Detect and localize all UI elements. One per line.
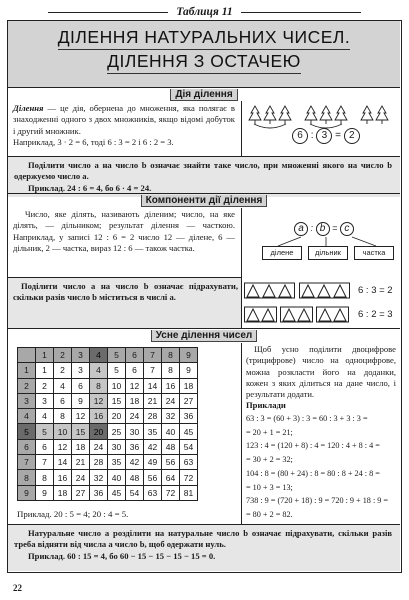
- table-row: [18, 439, 198, 454]
- row-header-cell: 9: [18, 485, 36, 500]
- rule-division-example: Приклад. 24 : 6 = 4, бо 6 · 4 = 24.: [28, 182, 152, 193]
- table-cell: 54: [180, 439, 198, 454]
- table-cell: 8: [90, 378, 108, 393]
- table-cell: 56: [144, 470, 162, 485]
- row-header-cell: 7: [18, 455, 36, 470]
- table-cell: 6: [126, 363, 144, 378]
- table-cell: 9: [36, 485, 54, 500]
- table-cell: 36: [126, 439, 144, 454]
- oral-example-line: = 80 + 2 = 82.: [246, 509, 293, 519]
- table-cell: 4: [90, 363, 108, 378]
- table-cell: 12: [126, 378, 144, 393]
- divider: [241, 101, 242, 156]
- table-cell: 24: [126, 409, 144, 424]
- table-cell: 35: [144, 424, 162, 439]
- table-cell: 15: [108, 393, 126, 408]
- table-cell: 42: [126, 455, 144, 470]
- rule-subtraction-example: Приклад. 60 : 15 = 4, бо 60 − 15 − 15 − 15 − 15 = 0.: [28, 550, 216, 561]
- section-heading-division: Дія ділення: [8, 88, 400, 102]
- table-cell: 63: [180, 455, 198, 470]
- divider: [241, 208, 242, 328]
- table-cell: 42: [144, 439, 162, 454]
- table-cell: 72: [162, 485, 180, 500]
- table-cell: 12: [90, 393, 108, 408]
- quotient-circle: 2: [344, 128, 360, 144]
- oral-examples-list: [246, 412, 400, 522]
- table-cell: 18: [72, 439, 90, 454]
- table-cell: 10: [108, 378, 126, 393]
- table-cell: 5: [36, 424, 54, 439]
- table-cell: 24: [72, 470, 90, 485]
- table-cell: 49: [144, 455, 162, 470]
- definition-example: Наприклад, 3 · 2 = 6, тоді 6 : 3 = 2 і 6 : 2 = 3.: [13, 136, 174, 147]
- label-quotient: частка: [354, 246, 394, 260]
- header-cell: 8: [162, 348, 180, 363]
- table-cell: 6: [36, 439, 54, 454]
- oral-example-line: = 10 + 3 = 13;: [246, 482, 293, 492]
- division-equation: 6 : 3 = 2: [292, 128, 360, 144]
- table-cell: 56: [162, 455, 180, 470]
- divider: [241, 343, 242, 524]
- table-cell: 12: [72, 409, 90, 424]
- row-header-cell: 5: [18, 424, 36, 439]
- table-cell: 20: [90, 424, 108, 439]
- table-cell: 14: [54, 455, 72, 470]
- oral-example-line: = 30 + 2 = 32;: [246, 455, 293, 465]
- table-cell: 2: [54, 363, 72, 378]
- table-cell: 30: [108, 439, 126, 454]
- oral-example-line: 104 : 8 = (80 + 24) : 8 = 80 : 8 + 24 : 8 =: [246, 468, 380, 478]
- oral-example-line: 738 : 9 = (720 + 18) : 9 = 720 : 9 + 18 : 9 =: [246, 496, 389, 506]
- table-cell: 54: [126, 485, 144, 500]
- table-cell: 8: [36, 470, 54, 485]
- oral-example-line: 123 : 4 = (120 + 8) : 4 = 120 : 4 + 8 : 4 =: [246, 441, 380, 451]
- table-cell: 45: [108, 485, 126, 500]
- table-cell: 28: [90, 455, 108, 470]
- table-cell: 3: [36, 393, 54, 408]
- table-row: [18, 485, 198, 500]
- row-header-cell: 3: [18, 393, 36, 408]
- page-number: 22: [13, 583, 22, 593]
- table-cell: 9: [180, 363, 198, 378]
- table-row: [18, 409, 198, 424]
- table-cell: 8: [162, 363, 180, 378]
- table-cell: 18: [126, 393, 144, 408]
- components-text: Число, яке ділять, називають діленим; число, на яке ділять, — дільником; результат ділення — часткою. Наприклад, у записі 12 : 6 = 2 число 12 — ділене, 6 — дільник, 2 — частка, вираз 12 : 6 — також частка.: [13, 209, 235, 253]
- multiplication-table: [17, 347, 198, 501]
- row-header-cell: 4: [18, 409, 36, 424]
- table-cell: 10: [54, 424, 72, 439]
- table-cell: 4: [54, 378, 72, 393]
- header-cell: 7: [144, 348, 162, 363]
- header-cell: 3: [72, 348, 90, 363]
- table-cell: 27: [72, 485, 90, 500]
- table-cell: 4: [36, 409, 54, 424]
- table-cell: 3: [72, 363, 90, 378]
- table-cell: 30: [126, 424, 144, 439]
- header-cell: 5: [108, 348, 126, 363]
- table-cell: 1: [36, 363, 54, 378]
- table-cell: 14: [144, 378, 162, 393]
- table-cell: 48: [162, 439, 180, 454]
- table-label: Таблиця 11: [0, 6, 409, 18]
- table-cell: 64: [162, 470, 180, 485]
- table-cell: 36: [90, 485, 108, 500]
- header-cell: 2: [54, 348, 72, 363]
- table-row: [18, 455, 198, 470]
- table-cell: 7: [36, 455, 54, 470]
- header-cell: 4: [90, 348, 108, 363]
- table-cell: 8: [54, 409, 72, 424]
- definition-text: Ділення — це дія, обернена до множення, яка полягає в знаходженні одного з двох множників, якщо відомі добуток і другий множник. Наприклад, 3 · 2 = 6, тоді 6 : 3 = 2 і 6 : 2 = 3.: [13, 103, 235, 147]
- table-cell: 20: [108, 409, 126, 424]
- table-row: [18, 378, 198, 393]
- title-line-1: ДІЛЕННЯ НАТУРАЛЬНИХ ЧИСЕЛ.: [8, 27, 400, 50]
- components-equation: a : b = c: [294, 222, 354, 236]
- table-cell: 48: [126, 470, 144, 485]
- table-cell: 25: [108, 424, 126, 439]
- table-cell: 5: [108, 363, 126, 378]
- section-heading-components: Компоненти дії ділення: [8, 194, 400, 208]
- triangle-equation-1: 6 : 3 = 2: [358, 285, 393, 296]
- table-cell: 7: [144, 363, 162, 378]
- table-cell: 15: [72, 424, 90, 439]
- table-cell: 63: [144, 485, 162, 500]
- triangles-illustration: [244, 282, 354, 326]
- table-row: [18, 393, 198, 408]
- rule-division-counting: Поділити число a на число b означає підрахувати, скільки разів число b міститься в числі a.: [8, 278, 241, 328]
- table-cell: 18: [54, 485, 72, 500]
- row-header-cell: 8: [18, 470, 36, 485]
- table-cell: 32: [162, 409, 180, 424]
- table-cell: 12: [54, 439, 72, 454]
- table-cell: 16: [54, 470, 72, 485]
- row-header-cell: 6: [18, 439, 36, 454]
- table-cell: 21: [72, 455, 90, 470]
- table-row: [18, 363, 198, 378]
- divisor-circle: 3: [316, 128, 332, 144]
- triangle-equation-2: 6 : 2 = 3: [358, 309, 393, 320]
- rule-division-definition: Поділити число a на число b означає знайти таке число, при множенні якого на число b одержуємо число a. Приклад. 24 : 6 = 4, бо 6 · 4 = 24.: [8, 157, 400, 197]
- table-cell: 2: [36, 378, 54, 393]
- oral-examples-label: Приклади: [246, 400, 286, 410]
- oral-example-line: 63 : 3 = (60 + 3) : 3 = 60 : 3 + 3 : 3 =: [246, 414, 368, 423]
- table-cell: 81: [180, 485, 198, 500]
- header-cell: 6: [126, 348, 144, 363]
- oral-example-line: = 20 + 1 = 21;: [246, 427, 293, 437]
- table-cell: 6: [54, 393, 72, 408]
- row-header-cell: 2: [18, 378, 36, 393]
- table-row: [18, 470, 198, 485]
- table-cell: 72: [180, 470, 198, 485]
- table-cell: 35: [108, 455, 126, 470]
- oral-division-text: Щоб усно поділити двоцифрове (трицифрове) число на одноцифрове, можна розкласти його на доданки, кожен з яких ділиться на дане число, і результати додати.: [246, 344, 396, 400]
- table-cell: 9: [72, 393, 90, 408]
- table-cell: 16: [90, 409, 108, 424]
- table-header-row: [18, 348, 198, 363]
- rule-division-subtraction: Натуральне число a розділити на натуральне число b означає підрахувати, скільки разів треба відняти від числа a число b, щоб одержати нуль. Приклад. 60 : 15 = 4, бо 60 − 15 − 15 − 15 − 15 = 0.: [8, 525, 400, 571]
- table-cell: 27: [180, 393, 198, 408]
- table-cell: 24: [90, 439, 108, 454]
- table-cell: 36: [180, 409, 198, 424]
- table-example: Приклад. 20 : 5 = 4; 20 : 4 = 5.: [17, 509, 129, 519]
- header-cell: 1: [36, 348, 54, 363]
- label-divisor: дільник: [308, 246, 348, 260]
- table-cell: 40: [162, 424, 180, 439]
- table-cell: 16: [162, 378, 180, 393]
- table-cell: 45: [180, 424, 198, 439]
- table-corner: [18, 348, 36, 363]
- table-cell: 24: [162, 393, 180, 408]
- table-cell: 28: [144, 409, 162, 424]
- table-cell: 32: [90, 470, 108, 485]
- table-cell: 6: [72, 378, 90, 393]
- row-header-cell: 1: [18, 363, 36, 378]
- table-row: [18, 424, 198, 439]
- table-cell: 18: [180, 378, 198, 393]
- table-cell: 40: [108, 470, 126, 485]
- dividend-circle: 6: [292, 128, 308, 144]
- section-heading-oral: Усне ділення чисел: [8, 329, 400, 343]
- table-cell: 21: [144, 393, 162, 408]
- header-cell: 9: [180, 348, 198, 363]
- label-dividend: ділене: [262, 246, 302, 260]
- title-line-2: ДІЛЕННЯ З ОСТАЧЕЮ: [8, 51, 400, 74]
